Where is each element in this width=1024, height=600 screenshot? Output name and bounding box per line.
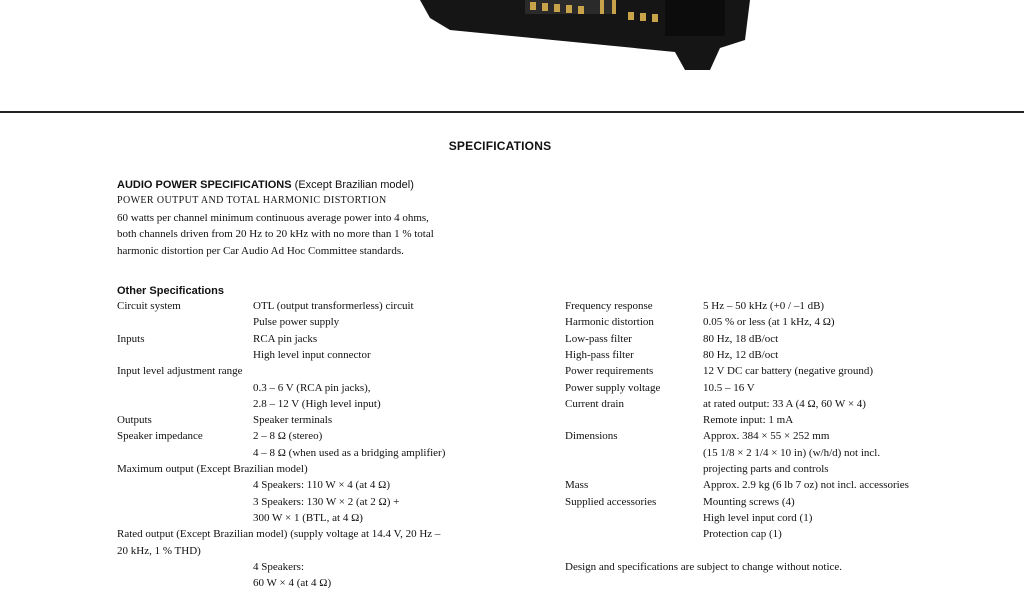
spec-label: Circuit system — [117, 300, 181, 312]
spec-label: Mass — [565, 479, 589, 492]
spec-value: Pulse power supply — [253, 316, 340, 329]
spec-value: Remote input: 1 mA — [703, 414, 794, 427]
section-divider — [0, 111, 1024, 113]
spec-value: (15 1/8 × 2 1/4 × 10 in) (w/h/d) not incl. — [703, 446, 881, 459]
spec-value: High level input connector — [253, 348, 371, 361]
spec-label: Dimensions — [565, 430, 618, 443]
spec-value: projecting parts and controls — [703, 463, 829, 475]
spec-value: 2.8 – 12 V (High level input) — [253, 397, 381, 410]
audio-power-heading: AUDIO POWER SPECIFICATIONS (Except Brazilian model) — [117, 179, 414, 191]
spec-label: 20 kHz, 1 % THD) — [117, 544, 201, 557]
spec-value: 80 Hz, 18 dB/oct — [703, 332, 779, 345]
spec-value: 80 Hz, 12 dB/oct — [703, 348, 779, 361]
spec-label: Inputs — [117, 332, 145, 345]
spec-label: Outputs — [117, 414, 152, 427]
body-line: harmonic distortion per Car Audio Ad Hoc Committee standards. — [117, 244, 404, 257]
spec-label: Design and specifications are subject to change without notice. — [565, 560, 843, 573]
spec-label: Power requirements — [565, 365, 654, 378]
spec-value: 2 – 8 Ω (stereo) — [253, 430, 323, 443]
spec-label: Current drain — [565, 397, 624, 410]
spec-label: Harmonic distortion — [565, 316, 654, 329]
spec-value: Protection cap (1) — [703, 528, 782, 541]
spec-value: RCA pin jacks — [253, 332, 318, 345]
audio-power-subheading: POWER OUTPUT AND TOTAL HARMONIC DISTORTION — [117, 195, 387, 206]
spec-value: 12 V DC car battery (negative ground) — [703, 365, 874, 378]
spec-value: 5 Hz – 50 kHz (+0 / –1 dB) — [703, 300, 825, 312]
spec-value: 4 Speakers: 110 W × 4 (at 4 Ω) — [253, 479, 390, 492]
body-line: both channels driven from 20 Hz to 20 kHz with no more than 1 % total — [117, 228, 434, 241]
spec-label: Input level adjustment range — [117, 365, 243, 378]
spec-label: Power supply voltage — [565, 381, 661, 394]
spec-value: Approx. 384 × 55 × 252 mm — [703, 430, 830, 443]
spec-label: Speaker impedance — [117, 430, 203, 443]
spec-value: 0.3 – 6 V (RCA pin jacks), — [253, 381, 371, 394]
spec-value: 4 Speakers: — [253, 560, 305, 573]
spec-label: High-pass filter — [565, 348, 634, 361]
spec-label: Frequency response — [565, 300, 653, 312]
spec-value: Approx. 2.9 kg (6 lb 7 oz) not incl. accessories — [703, 479, 909, 492]
audio-power-heading-note: (Except Brazilian model) — [294, 179, 414, 191]
other-specs-heading: Other Specifications — [117, 285, 224, 297]
specs-right-column — [565, 300, 1005, 600]
spec-label: Rated output (Except Brazilian model) (supply voltage at 14.4 V, 20 Hz – — [117, 528, 441, 541]
spec-value: 3 Speakers: 130 W × 2 (at 2 Ω) + — [253, 495, 400, 508]
spec-label: Low-pass filter — [565, 332, 632, 345]
body-line: 60 watts per channel minimum continuous average power into 4 ohms, — [117, 212, 429, 224]
spec-value: OTL (output transformerless) circuit — [253, 300, 414, 312]
specs-left-column — [117, 300, 547, 600]
spec-value: 300 W × 1 (BTL, at 4 Ω) — [253, 511, 363, 524]
audio-power-body — [117, 210, 434, 259]
spec-value: Speaker terminals — [253, 414, 333, 427]
spec-value: at rated output: 33 A (4 Ω, 60 W × 4) — [703, 397, 866, 410]
spec-value: Mounting screws (4) — [703, 495, 795, 508]
spec-label: Supplied accessories — [565, 495, 657, 508]
spec-label: Maximum output (Except Brazilian model) — [117, 463, 308, 475]
page-title: SPECIFICATIONS — [448, 139, 552, 153]
spec-value: 10.5 – 16 V — [703, 381, 755, 394]
amplifier-photo — [420, 0, 760, 72]
spec-value: 0.05 % or less (at 1 kHz, 4 Ω) — [703, 316, 835, 329]
spec-value: 60 W × 4 (at 4 Ω) — [253, 577, 332, 590]
spec-value: 4 – 8 Ω (when used as a bridging amplifier) — [253, 446, 446, 459]
spec-value: High level input cord (1) — [703, 511, 813, 524]
